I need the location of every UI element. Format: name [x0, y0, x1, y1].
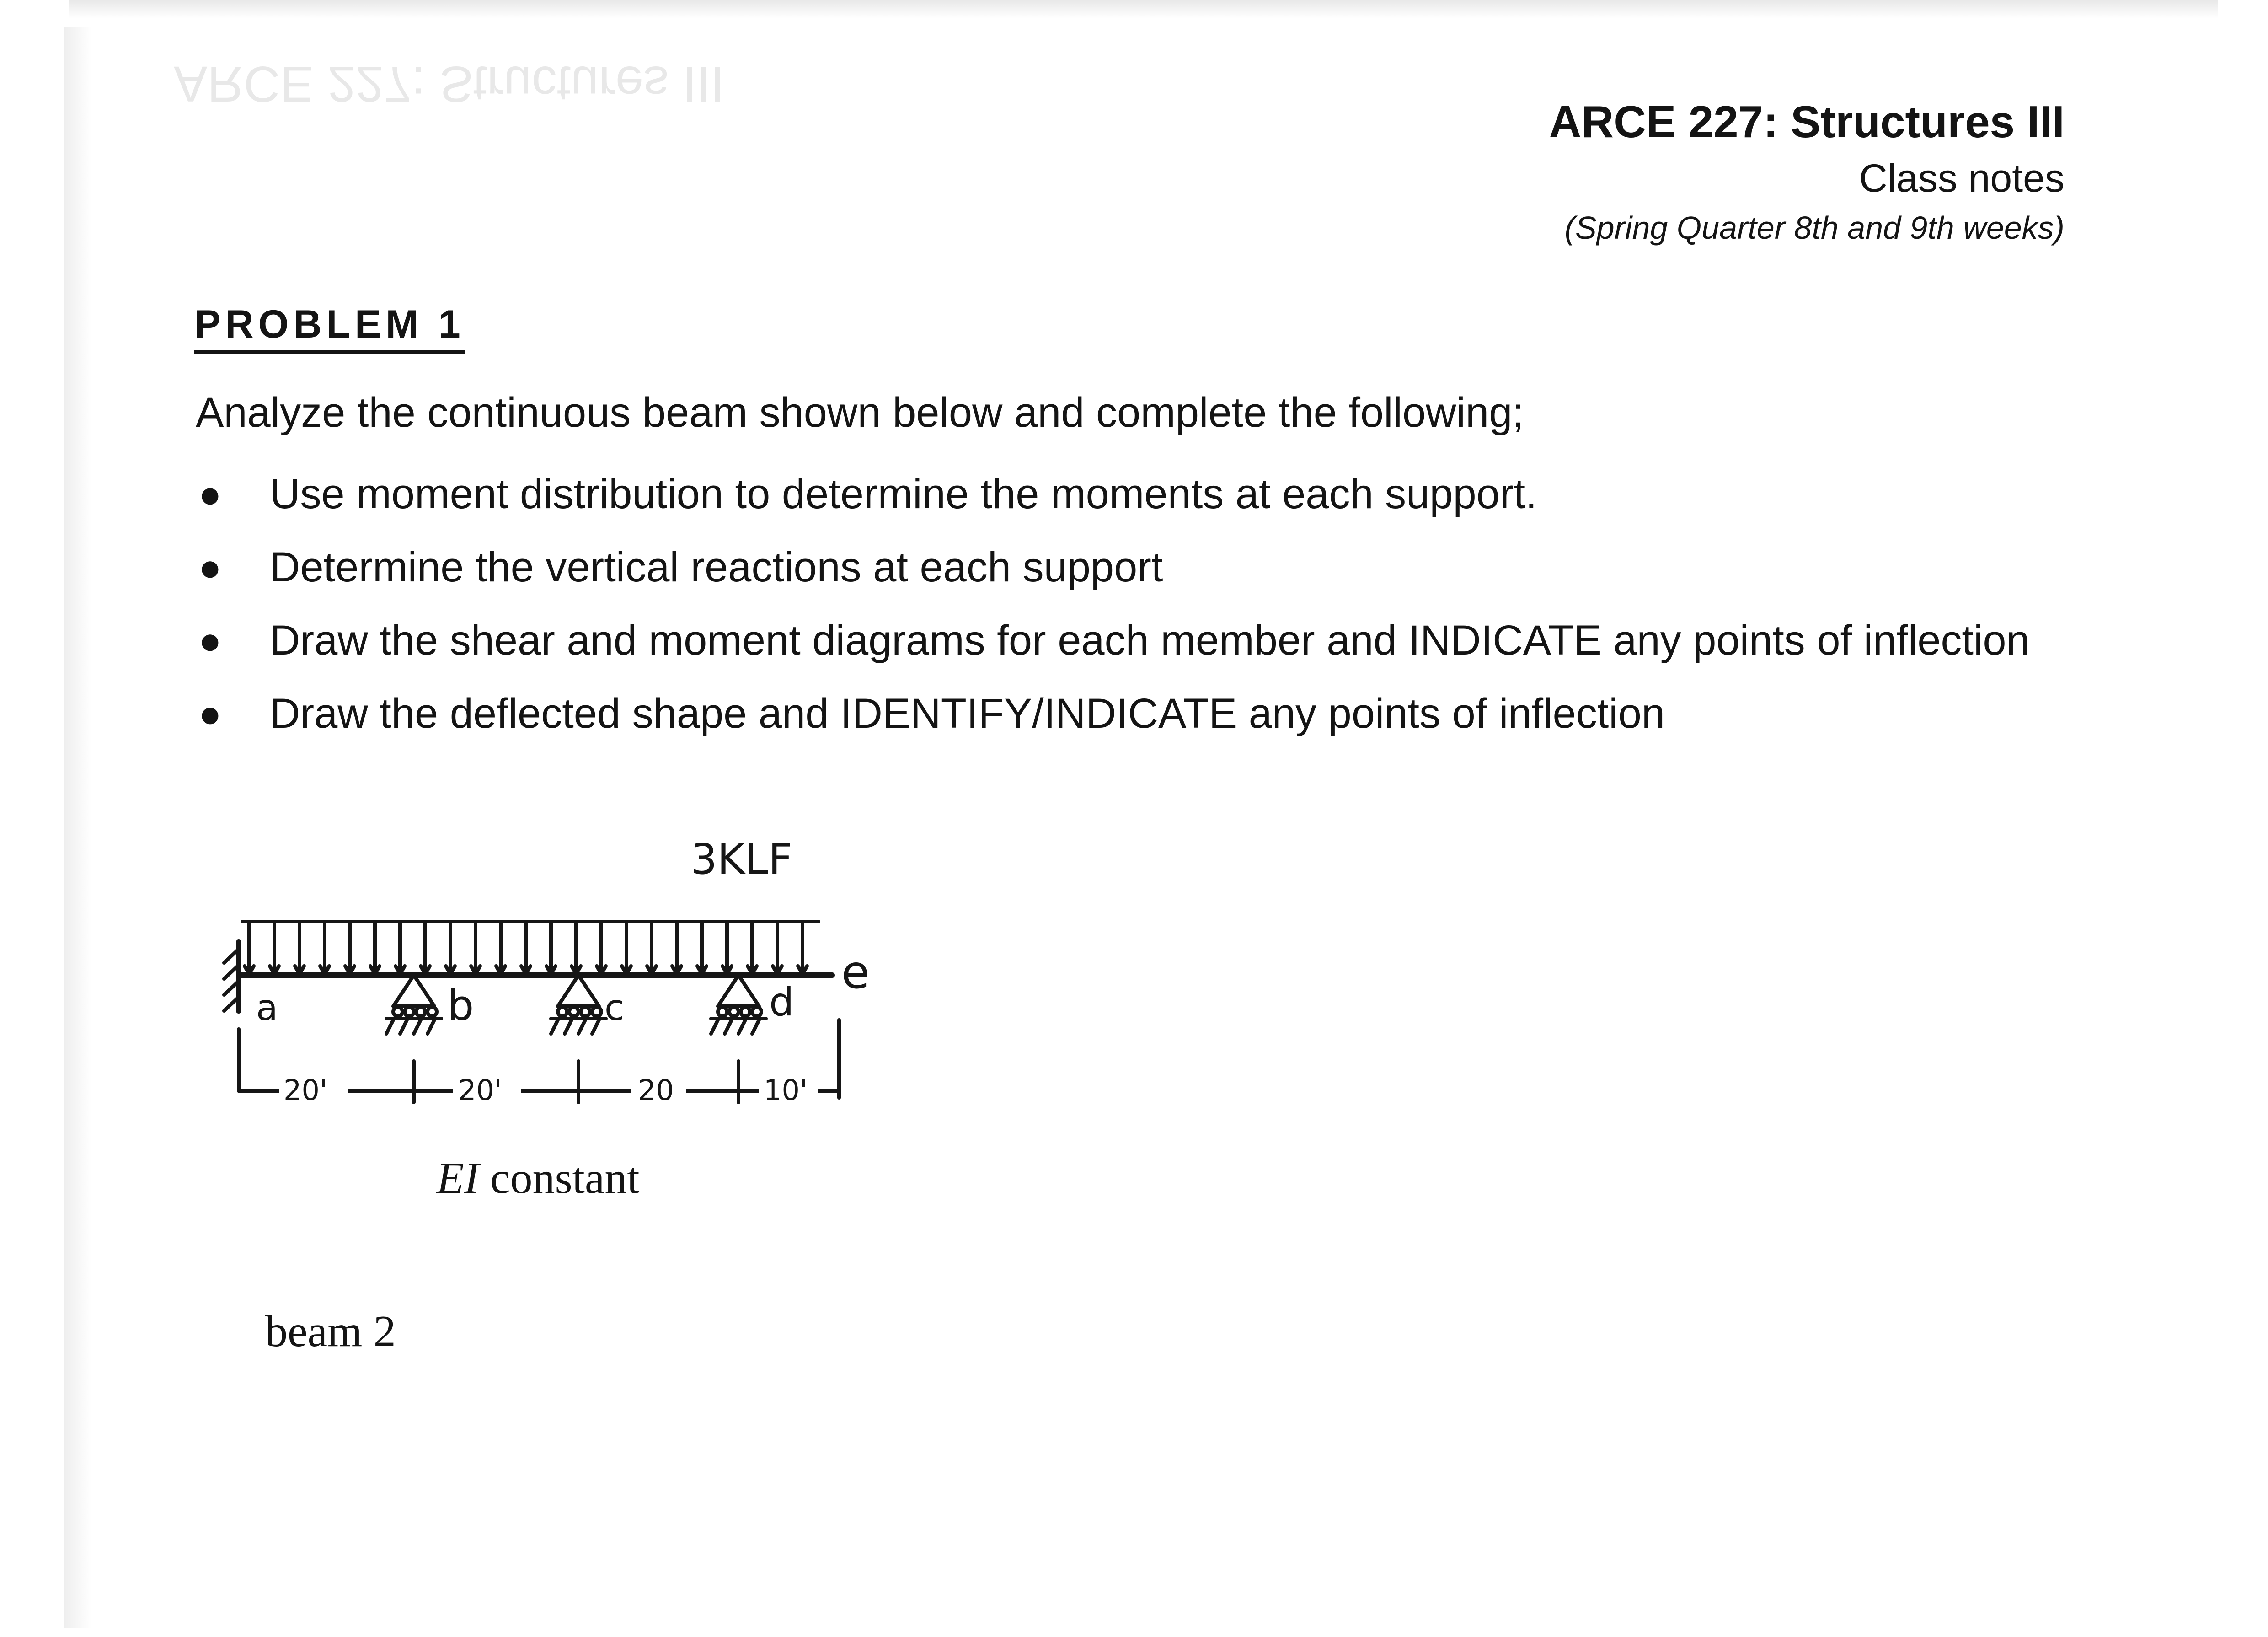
bullet-icon: ● [198, 619, 222, 662]
task-text: Determine the vertical reactions at each support [270, 544, 1163, 590]
span-label-ab: 20' [284, 1073, 327, 1107]
load-arrows [245, 922, 807, 974]
course-title: ARCE 227: Structures III [1549, 97, 2065, 147]
ei-text: constant [479, 1154, 640, 1203]
ei-constant-label [437, 1153, 640, 1204]
label-d: d [769, 979, 794, 1025]
load-label: 3KLF [690, 835, 793, 884]
span-label-bc: 20' [458, 1073, 502, 1107]
list-item [192, 613, 2030, 686]
pin-support-b [386, 975, 441, 1034]
beam-caption: beam 2 [265, 1307, 396, 1356]
label-a: a [256, 988, 278, 1029]
problem-intro: Analyze the continuous beam shown below and complete the following; [196, 389, 1524, 436]
span-label-cd: 20 [638, 1073, 674, 1107]
span-label-de: 10' [764, 1073, 808, 1107]
document-header [1549, 96, 2065, 246]
label-c: c [604, 988, 624, 1029]
pin-support-d [711, 975, 766, 1034]
task-list [192, 467, 2030, 759]
label-e: e [841, 945, 870, 999]
bleed-through-text: ARCE 227: Structures III [174, 56, 725, 112]
bullet-icon: ● [198, 546, 222, 589]
problem-title: PROBLEM 1 [194, 302, 465, 354]
class-notes-label: Class notes [1859, 156, 2065, 200]
list-item [192, 467, 2030, 540]
bullet-icon: ● [198, 472, 222, 515]
task-text: Use moment distribution to determine the moments at each support. [270, 471, 1537, 517]
task-text: Draw the shear and moment diagrams for each member and INDICATE any points of inflection [270, 617, 2030, 664]
task-text: Draw the deflected shape and IDENTIFY/INDICATE any points of inflection [270, 690, 1665, 737]
scan-edge-left [64, 27, 91, 1628]
label-b: b [447, 981, 474, 1030]
term-label: (Spring Quarter 8th and 9th weeks) [1564, 210, 2065, 246]
ei-symbol: EI [437, 1154, 479, 1203]
scan-edge-top [69, 0, 2218, 18]
pin-support-c [551, 975, 606, 1034]
beam-diagram [206, 805, 892, 1134]
list-item [192, 540, 2030, 613]
bullet-icon: ● [198, 692, 222, 735]
fixed-support-a [224, 942, 239, 1011]
list-item [192, 686, 2030, 759]
